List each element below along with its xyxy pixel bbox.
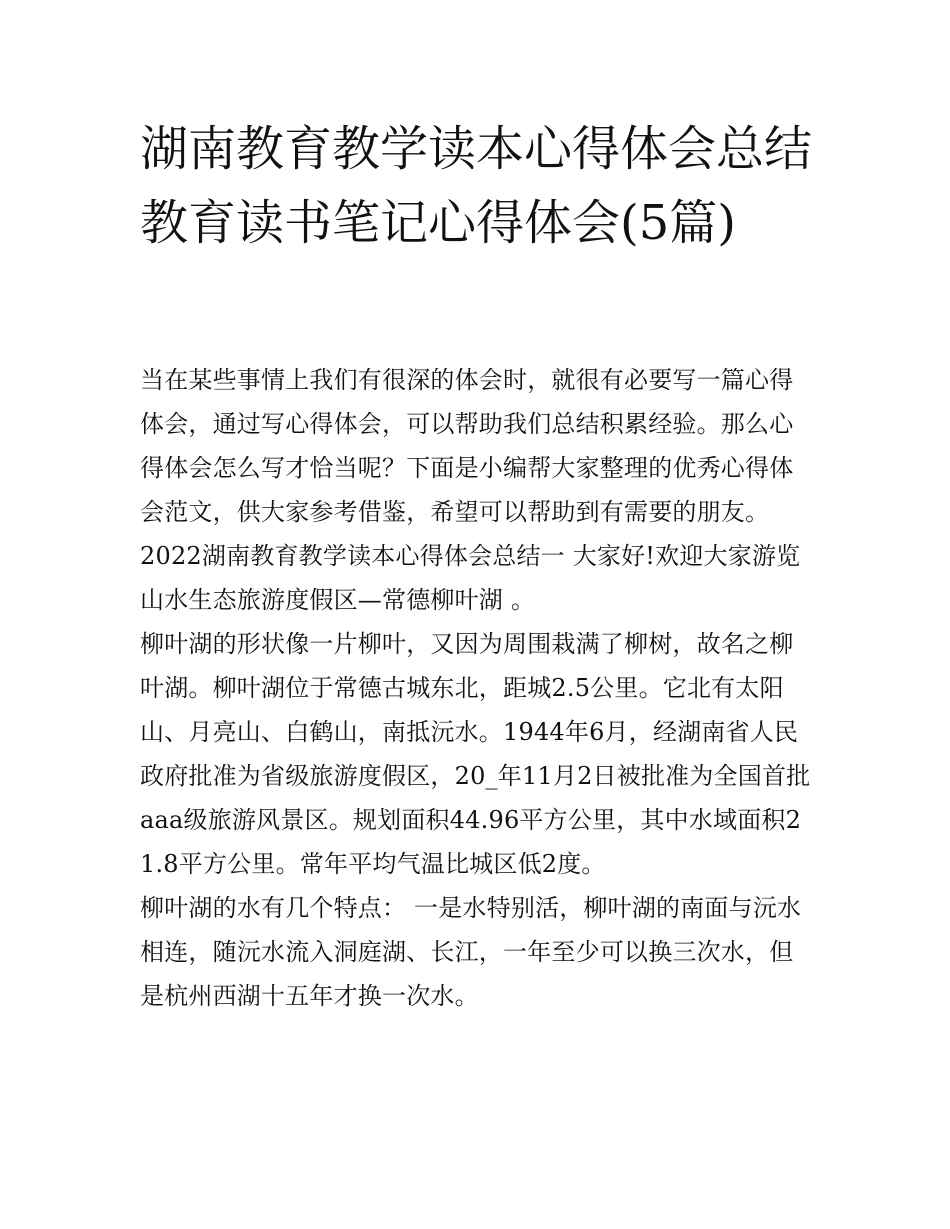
- document-body: [140, 358, 816, 1018]
- document-title: 湖南教育教学读本心得体会总结 教育读书笔记心得体会(5篇): [140, 121, 813, 251]
- liuye-lake-paragraph: 柳叶湖的形状像一片柳叶，又因为周围栽满了柳树，故名之柳叶湖。柳叶湖位于常德古城东北，距城2.5公里。它北有太阳山、月亮山、白鹤山，南抵沅水。1944年6月，经湖南省人民政府批准为省级旅游度假区，20_年11月2日被批准为全国首批aaa级旅游风景区。规划面积44.96平方公里，其中水域面积21.8平方公里。常年平均气温比城区低2度。: [140, 630, 811, 878]
- intro-paragraph: 当在某些事情上我们有很深的体会时，就很有必要写一篇心得体会，通过写心得体会，可以帮助我们总结积累经验。那么心得体会怎么写才恰当呢？下面是小编帮大家整理的优秀心得体会范文，供大家参考借鉴，希望可以帮助到有需要的朋友。: [140, 366, 794, 526]
- lake-water-paragraph: 柳叶湖的水有几个特点： 一是水特别活，柳叶湖的南面与沅水相连，随沅水流入洞庭湖、长江，一年至少可以换三次水，但是杭州西湖十五年才换一次水。: [140, 894, 802, 1010]
- section-one-paragraph: 2022湖南教育教学读本心得体会总结一 大家好!欢迎大家游览山水生态旅游度假区—常德柳叶湖 。: [140, 542, 801, 614]
